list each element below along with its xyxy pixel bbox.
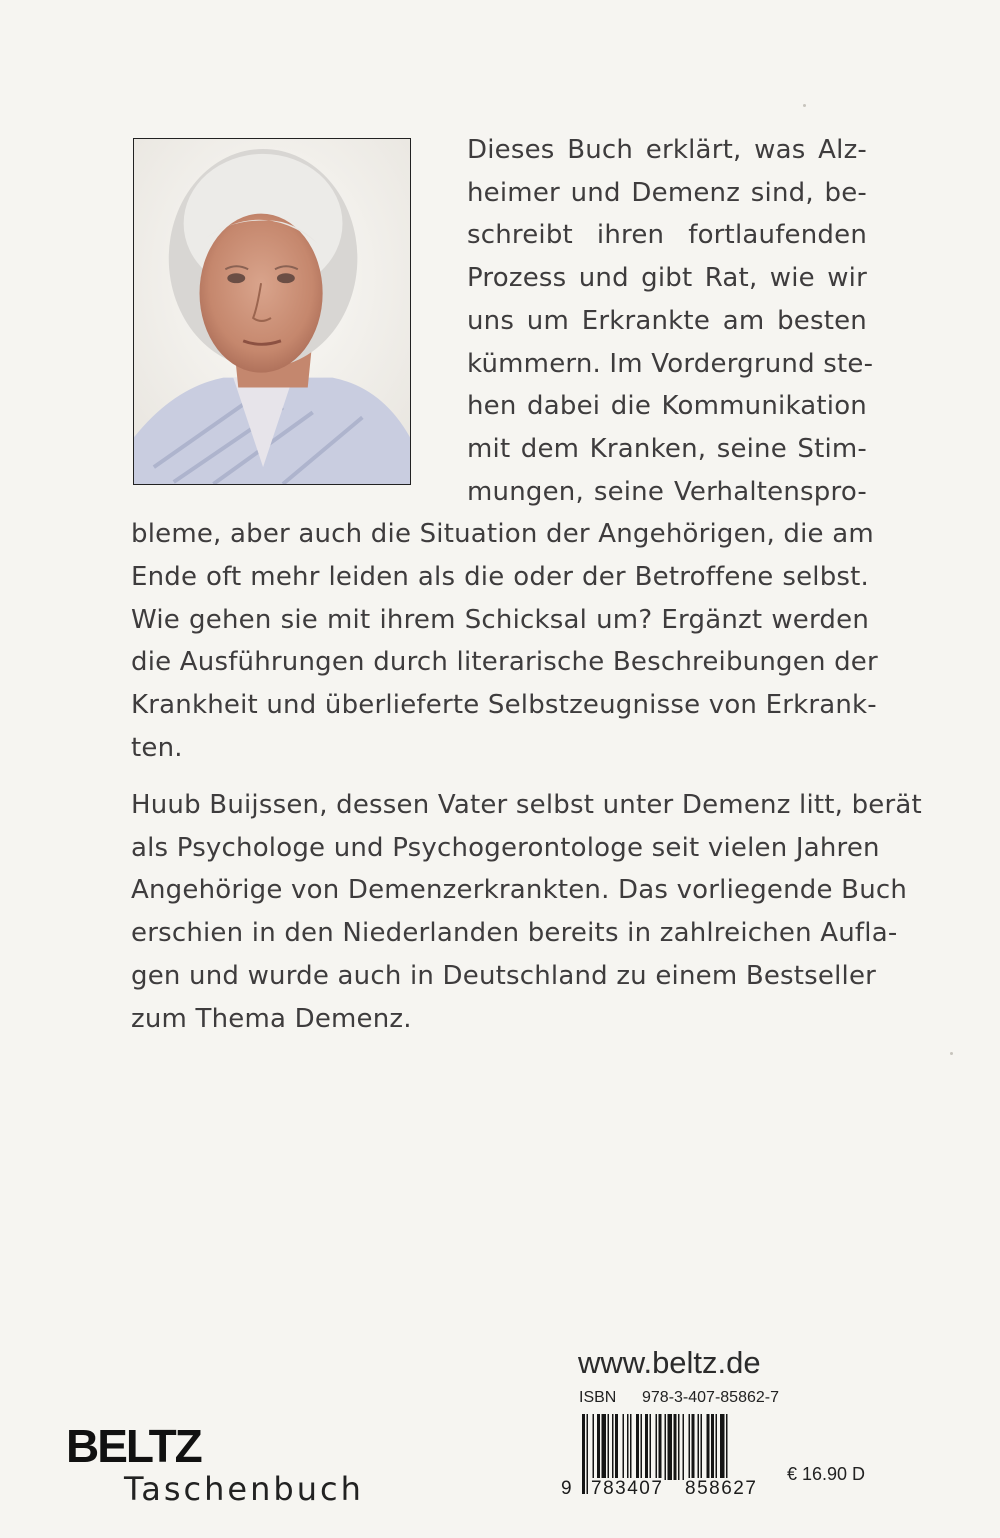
barcode-bar bbox=[608, 1414, 610, 1480]
barcode-bar bbox=[674, 1414, 677, 1480]
barcode-bar bbox=[602, 1414, 607, 1480]
barcode-bar bbox=[716, 1414, 718, 1480]
blurb-line: hen dabei die Kommunikation bbox=[467, 391, 867, 422]
barcode-bar bbox=[692, 1414, 695, 1480]
blurb-line: Huub Buijssen, dessen Vater selbst unter Demenz litt, berät bbox=[131, 790, 922, 820]
barcode-bar bbox=[689, 1414, 691, 1480]
paper-speck bbox=[803, 104, 806, 107]
barcode-lead-digit: 9 bbox=[561, 1478, 574, 1499]
author-photo bbox=[133, 138, 411, 485]
barcode-bar bbox=[593, 1414, 595, 1480]
imprint-name: Taschenbuch bbox=[124, 1470, 364, 1508]
barcode-bar bbox=[720, 1414, 725, 1480]
blurb-line: kümmern. Im Vordergrund ste- bbox=[467, 348, 874, 379]
blurb-line: Wie gehen sie mit ihrem Schicksal um? Ergänzt werden bbox=[131, 604, 869, 635]
barcode-bar bbox=[582, 1414, 585, 1494]
publisher-url[interactable]: www.beltz.de bbox=[578, 1345, 761, 1380]
blurb-line: schreibt ihren fortlaufenden bbox=[467, 220, 867, 251]
isbn-line bbox=[579, 1389, 779, 1407]
blurb-line: Angehörige von Demenzerkrankten. Das vorliegende Buch bbox=[131, 875, 908, 906]
blurb-line: erschien in den Niederlanden bereits in zahlreichen Aufla- bbox=[131, 918, 898, 949]
blurb-line: mit dem Kranken, seine Stim- bbox=[467, 433, 867, 464]
blurb-line: bleme, aber auch die Situation der Angehörigen, die am bbox=[131, 519, 874, 550]
barcode-bar bbox=[587, 1414, 589, 1494]
barcode-left-digits: 783407 bbox=[591, 1478, 664, 1499]
blurb-line: Dieses Buch erklärt, was Alz- bbox=[467, 135, 867, 165]
blurb-line: gen und wurde auch in Deutschland zu einem Bestseller bbox=[131, 960, 877, 991]
barcode-bar bbox=[650, 1414, 652, 1480]
barcode-bar bbox=[627, 1414, 629, 1480]
blurb-line: mungen, seine Verhaltenspro- bbox=[467, 476, 867, 507]
barcode-bar bbox=[636, 1414, 639, 1480]
blurb-line: ten. bbox=[131, 732, 183, 763]
barcode-bar bbox=[698, 1414, 700, 1480]
isbn-value: 978-3-407-85862-7 bbox=[642, 1389, 779, 1406]
blurb-line: zum Thema Demenz. bbox=[131, 1003, 412, 1034]
blurb-line: als Psychologe und Psychogerontologe seit vielen Jahren bbox=[131, 832, 880, 863]
barcode-bar bbox=[678, 1414, 680, 1480]
paper-speck bbox=[950, 1052, 953, 1055]
barcode-bar bbox=[711, 1414, 714, 1480]
barcode-bar bbox=[612, 1414, 614, 1480]
publisher-logo: BELTZ bbox=[66, 1420, 201, 1472]
barcode-bar bbox=[701, 1414, 703, 1480]
blurb-line: uns um Erkrankte am besten bbox=[467, 305, 867, 336]
barcode-right-digits: 858627 bbox=[685, 1478, 758, 1499]
barcode-bar bbox=[668, 1414, 673, 1480]
price-label: € 16.90 D bbox=[787, 1464, 866, 1484]
barcode-bar bbox=[665, 1414, 667, 1480]
blurb-line: Prozess und gibt Rat, wie wir bbox=[467, 263, 867, 294]
isbn-label: ISBN bbox=[579, 1389, 617, 1406]
barcode-bar bbox=[623, 1414, 625, 1480]
blurb-line: Krankheit und überlieferte Selbstzeugnisse von Erkrank- bbox=[131, 690, 877, 721]
barcode-bar bbox=[707, 1414, 710, 1480]
barcode-bar bbox=[641, 1414, 643, 1480]
portrait-image bbox=[134, 139, 410, 484]
blurb-line: Ende oft mehr leiden als die oder der Betroffene selbst. bbox=[131, 562, 869, 592]
barcode-bar bbox=[597, 1414, 600, 1480]
blurb-line: die Ausführungen durch literarische Beschreibungen der bbox=[131, 647, 878, 678]
barcode-bar bbox=[645, 1414, 648, 1480]
barcode-bar bbox=[615, 1414, 618, 1480]
blurb-line: heimer und Demenz sind, be- bbox=[467, 177, 867, 208]
barcode-bar bbox=[683, 1414, 685, 1480]
barcode-bar bbox=[630, 1414, 632, 1480]
